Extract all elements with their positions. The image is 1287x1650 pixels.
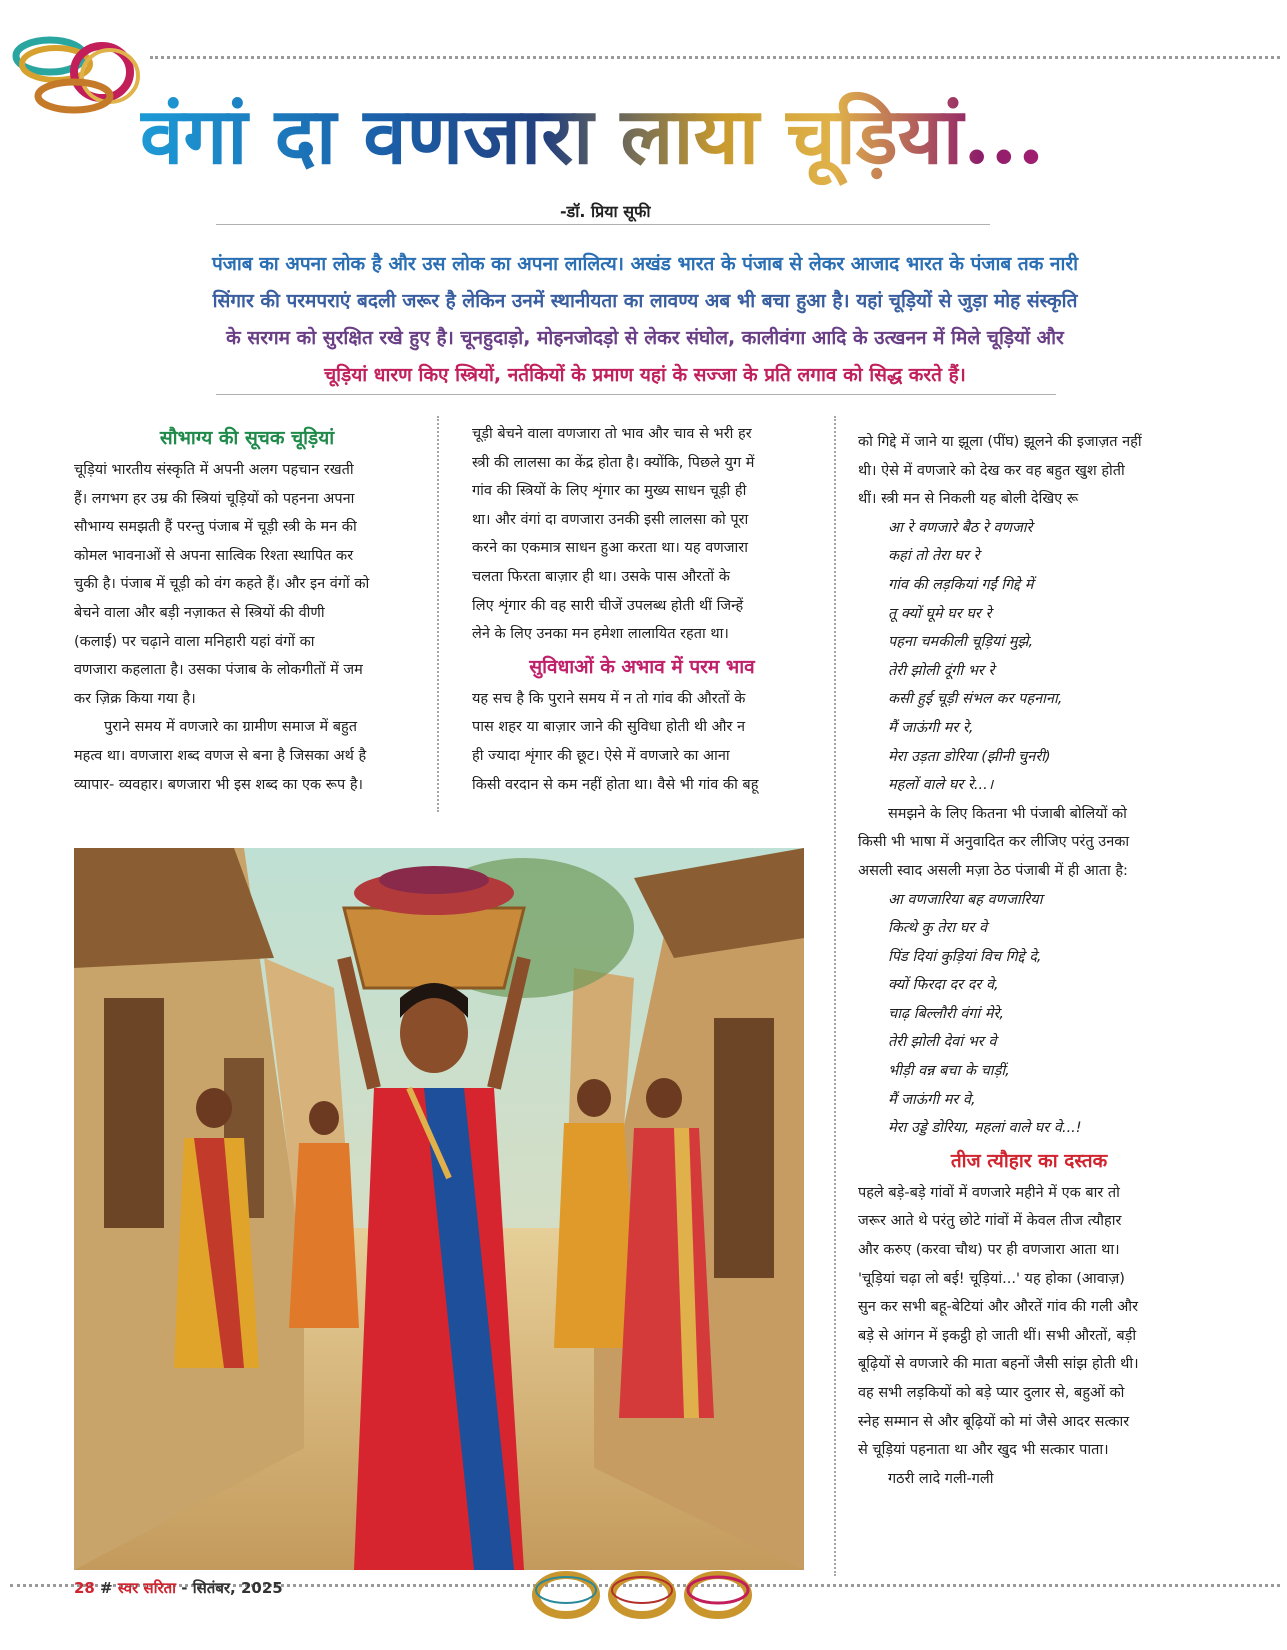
poem-line: चाढ़ बिल्लौरी वंगां मेरे, — [888, 1005, 1004, 1022]
column-2 — [472, 420, 812, 799]
text-line: किसी वरदान से कम नहीं होता था। वैसे भी गांव की बहू — [472, 776, 759, 793]
column-3 — [858, 428, 1200, 1493]
poem-line: मेरा उड्डे डोरिया, महलां वाले घर वे...! — [888, 1120, 1082, 1137]
section-heading: सौभाग्य की सूचक चूड़ियां — [159, 427, 335, 449]
text-line: चुकी है। पंजाब में चूड़ी को वंग कहते हैं। और इन वंगों को — [74, 576, 370, 593]
text-line: गांव की स्त्रियों के लिए शृंगार का मुख्य साधन चूड़ी ही — [472, 483, 747, 500]
section-heading: तीज त्यौहार का दस्तक — [950, 1149, 1108, 1172]
poem-line: मैं जाऊंगी मर रे, — [888, 719, 974, 736]
text-line: जरूर आते थे परंतु छोटे गांवों में केवल तीज त्यौहार — [858, 1213, 1122, 1230]
text-line: से चूड़ियां पहनाता था और खुद भी सत्कार पाता। — [858, 1442, 1109, 1459]
top-dotted-rule — [150, 56, 1280, 59]
text-line: (कलाई) पर चढ़ाने वाला मनिहारी यहां वंगों का — [74, 633, 315, 650]
poem-line: कहां तो तेरा घर रे — [888, 548, 980, 565]
text-line: थी। ऐसे में वणजारे को देख कर वह बहुत खुश होती — [858, 462, 1125, 479]
article-photo — [74, 848, 804, 1570]
text-line: चलता फिरता बाज़ार ही था। उसके पास औरतों के — [472, 568, 730, 585]
poem-line: भीड़ी वन्न बचा के चाड़ीं, — [888, 1063, 1010, 1080]
colorful-bangles-icon — [10, 26, 150, 116]
text-line: चूड़ी बेचने वाला वणजारा तो भाव और चाव से भरी हर — [472, 426, 752, 442]
poem-line: कित्थे कु तेरा घर वे — [888, 920, 988, 937]
text-line: बड़े से आंगन में इकट्ठी हो जाती थीं। सभी औरतों, बड़ी — [858, 1327, 1137, 1344]
paragraph — [74, 456, 420, 713]
text-line: किसी भी भाषा में अनुवादित कर लीजिए परंतु उनका — [858, 834, 1130, 851]
poem-line: पिंड दियां कुड़ियां विच गिद्दे दे, — [888, 948, 1042, 965]
title-rule — [216, 224, 990, 225]
paragraph — [858, 1179, 1200, 1465]
text-line: कर ज़िक्र किया गया है। — [74, 690, 196, 707]
text-line: ही ज्यादा शृंगार की छूट। ऐसे में वणजारे का आना — [472, 747, 730, 764]
text-line: को गिद्दे में जाने या झूला (पींघ) झूलने की इजाज़त नहीं — [858, 434, 1142, 450]
issue-date: - सितंबर, 2025 — [181, 1579, 283, 1597]
text-line: कोमल भावनाओं से अपना सात्विक रिश्ता स्थापित कर — [74, 547, 354, 564]
poem-line: पहना चमकीली चूड़ियां मुझे, — [888, 634, 1034, 651]
text-line: लिए शृंगार की वह सारी चीजें उपलब्ध होती थीं जिन्हें — [472, 597, 744, 614]
poem-line: तेरी झोली देवां भर वे — [888, 1034, 997, 1051]
text-line: पहले बड़े-बड़े गांवों में वणजारे महीने में एक बार तो — [858, 1184, 1120, 1201]
text-line: थीं। स्त्री मन से निकली यह बोली देखिए रू — [858, 491, 1079, 508]
poem-line: मेरा उड़ता डोरिया (झीनी चुनरी) — [888, 748, 1051, 765]
column-separator — [834, 416, 836, 1576]
text-line: चूड़ियां भारतीय संस्कृति में अपनी अलग पहचान रखती — [74, 462, 354, 478]
text-line: करने का एकमात्र साधन हुआ करता था। यह वणजारा — [472, 540, 748, 557]
poem-line: गांव की लड़कियां गईं गिद्दे में — [888, 576, 1034, 593]
section-heading: सुविधाओं के अभाव में परम भाव — [529, 655, 755, 678]
page-number: 28 — [74, 1579, 95, 1597]
text-line: व्यापार- व्यवहार। बणजारा भी इस शब्द का एक रूप है। — [74, 776, 364, 793]
poem-line: आ रे वणजारे बैठ रे वणजारे — [888, 519, 1033, 536]
intro-line: पंजाब का अपना लोक है और उस लोक का अपना लालित्य। अखंड भारत के पंजाब से लेकर आजाद भारत के पंजाब तक नारी — [211, 253, 1079, 275]
text-line: महत्व था। वणजारा शब्द वणज से बना है जिसका अर्थ है — [74, 747, 367, 764]
intro-line: चूड़ियां धारण किए स्त्रियों, नर्तकियों के प्रमाण यहां के सज्जा के प्रति लगाव को सिद्ध करते हैं। — [324, 364, 966, 386]
page-footer — [74, 1578, 283, 1598]
poem-line: महलों वाले घर रे...। — [888, 777, 994, 794]
paragraph — [858, 428, 1200, 514]
intro-rule — [216, 394, 1056, 395]
text-line: हैं। लगभग हर उम्र की स्त्रियां चूड़ियों को पहनना अपना — [74, 490, 355, 507]
text-line: स्त्री की लालसा का केंद्र होता है। क्योंकि, पिछले युग में — [472, 454, 755, 471]
text-line: था। और वंगां दा वणजारा उनकी इसी लालसा को पूरा — [472, 511, 749, 528]
text-line: पास शहर या बाज़ार जाने की सुविधा होती थी और न — [472, 719, 746, 736]
text-line: समझने के लिए कितना भी पंजाबी बोलियों को — [888, 805, 1127, 822]
intro-line: के सरगम को सुरक्षित रखे हुए है। चूनहुदाड़ो, मोहनजोदड़ो से लेकर संघोल, कालीवंगा आदि के उत्खनन में मिले चूड़ियों और — [226, 327, 1064, 349]
author-byline: -डॉ. प्रिया सूफी — [560, 202, 651, 221]
paragraph — [472, 685, 812, 799]
paragraph — [858, 800, 1200, 886]
magazine-name: स्वर सरिता — [117, 1579, 177, 1597]
poem — [858, 514, 1200, 800]
text-line: बूढ़ियों से वणजारे की माता बहनों जैसी सांझ होती थी। — [858, 1356, 1139, 1373]
text-line: वह सभी लड़कियों को बड़े प्यार दुलार से, बहुओं को — [858, 1385, 1125, 1401]
text-line: स्नेह सम्मान से और बूढ़ियों को मां जैसे आदर सत्कार — [858, 1413, 1130, 1430]
text-line: सौभाग्य समझती हैं परन्तु पंजाब में चूड़ी स्त्री के मन की — [74, 519, 357, 536]
intro-line: सिंगार की परमपराएं बदली जरूर है लेकिन उनमें स्थानीयता का लावण्य अब भी बचा हुआ है। यहां चूड़ियों से जुड़ा मोह संस्कृति — [212, 290, 1078, 312]
text-line: असली स्वाद असली मज़ा ठेठ पंजाबी में ही आता है: — [858, 862, 1128, 879]
poem — [858, 886, 1200, 1143]
poem-line: कसी हुई चूड़ी संभल कर पहनाना, — [888, 691, 1063, 708]
poem-line: क्यों फिरदा दर दर वे, — [888, 977, 999, 994]
text-line: और करुए (करवा चौथ) पर ही वणजारा आता था। — [858, 1242, 1120, 1259]
text-line: वणजारा कहलाता है। उसका पंजाब के लोकगीतों में जम — [74, 662, 363, 679]
text-line: सुन कर सभी बहू-बेटियां और औरतें गांव की गली और — [858, 1299, 1139, 1316]
gold-bangles-icon — [528, 1568, 758, 1622]
column-1 — [74, 420, 420, 799]
footer-hash: # — [100, 1579, 113, 1597]
main-figure — [344, 866, 524, 1570]
paragraph — [858, 1465, 1200, 1494]
text-line: गठरी लादे गली-गली — [888, 1470, 994, 1487]
intro-paragraph — [115, 246, 1175, 394]
paragraph — [472, 420, 812, 649]
article-title: वंगां दा वणजारा लाया चूड़ियां... — [140, 82, 1260, 192]
text-line: पुराने समय में वणजारे का ग्रामीण समाज में बहुत — [104, 719, 358, 736]
text-line: यह सच है कि पुराने समय में न तो गांव की औरतों के — [472, 690, 746, 707]
poem-line: तेरी झोली दूंगी भर रे — [888, 662, 995, 679]
text-line: 'चूड़ियां चढ़ा लो बई! चूड़ियां...' यह होका (आवाज़) — [858, 1270, 1125, 1287]
poem-line: मैं जाऊंगी मर वे, — [888, 1091, 976, 1108]
poem-line: आ वणजारिया बह वणजारिया — [888, 891, 1043, 908]
text-line: बेचने वाला और बड़ी नज़ाकत से स्त्रियों की वीणी — [74, 604, 325, 621]
paragraph — [74, 713, 420, 799]
column-separator — [437, 416, 439, 812]
text-line: लेने के लिए उनका मन हमेशा लालायित रहता था। — [472, 626, 729, 643]
poem-line: तू क्यों घूमे घर घर रे — [888, 605, 992, 622]
